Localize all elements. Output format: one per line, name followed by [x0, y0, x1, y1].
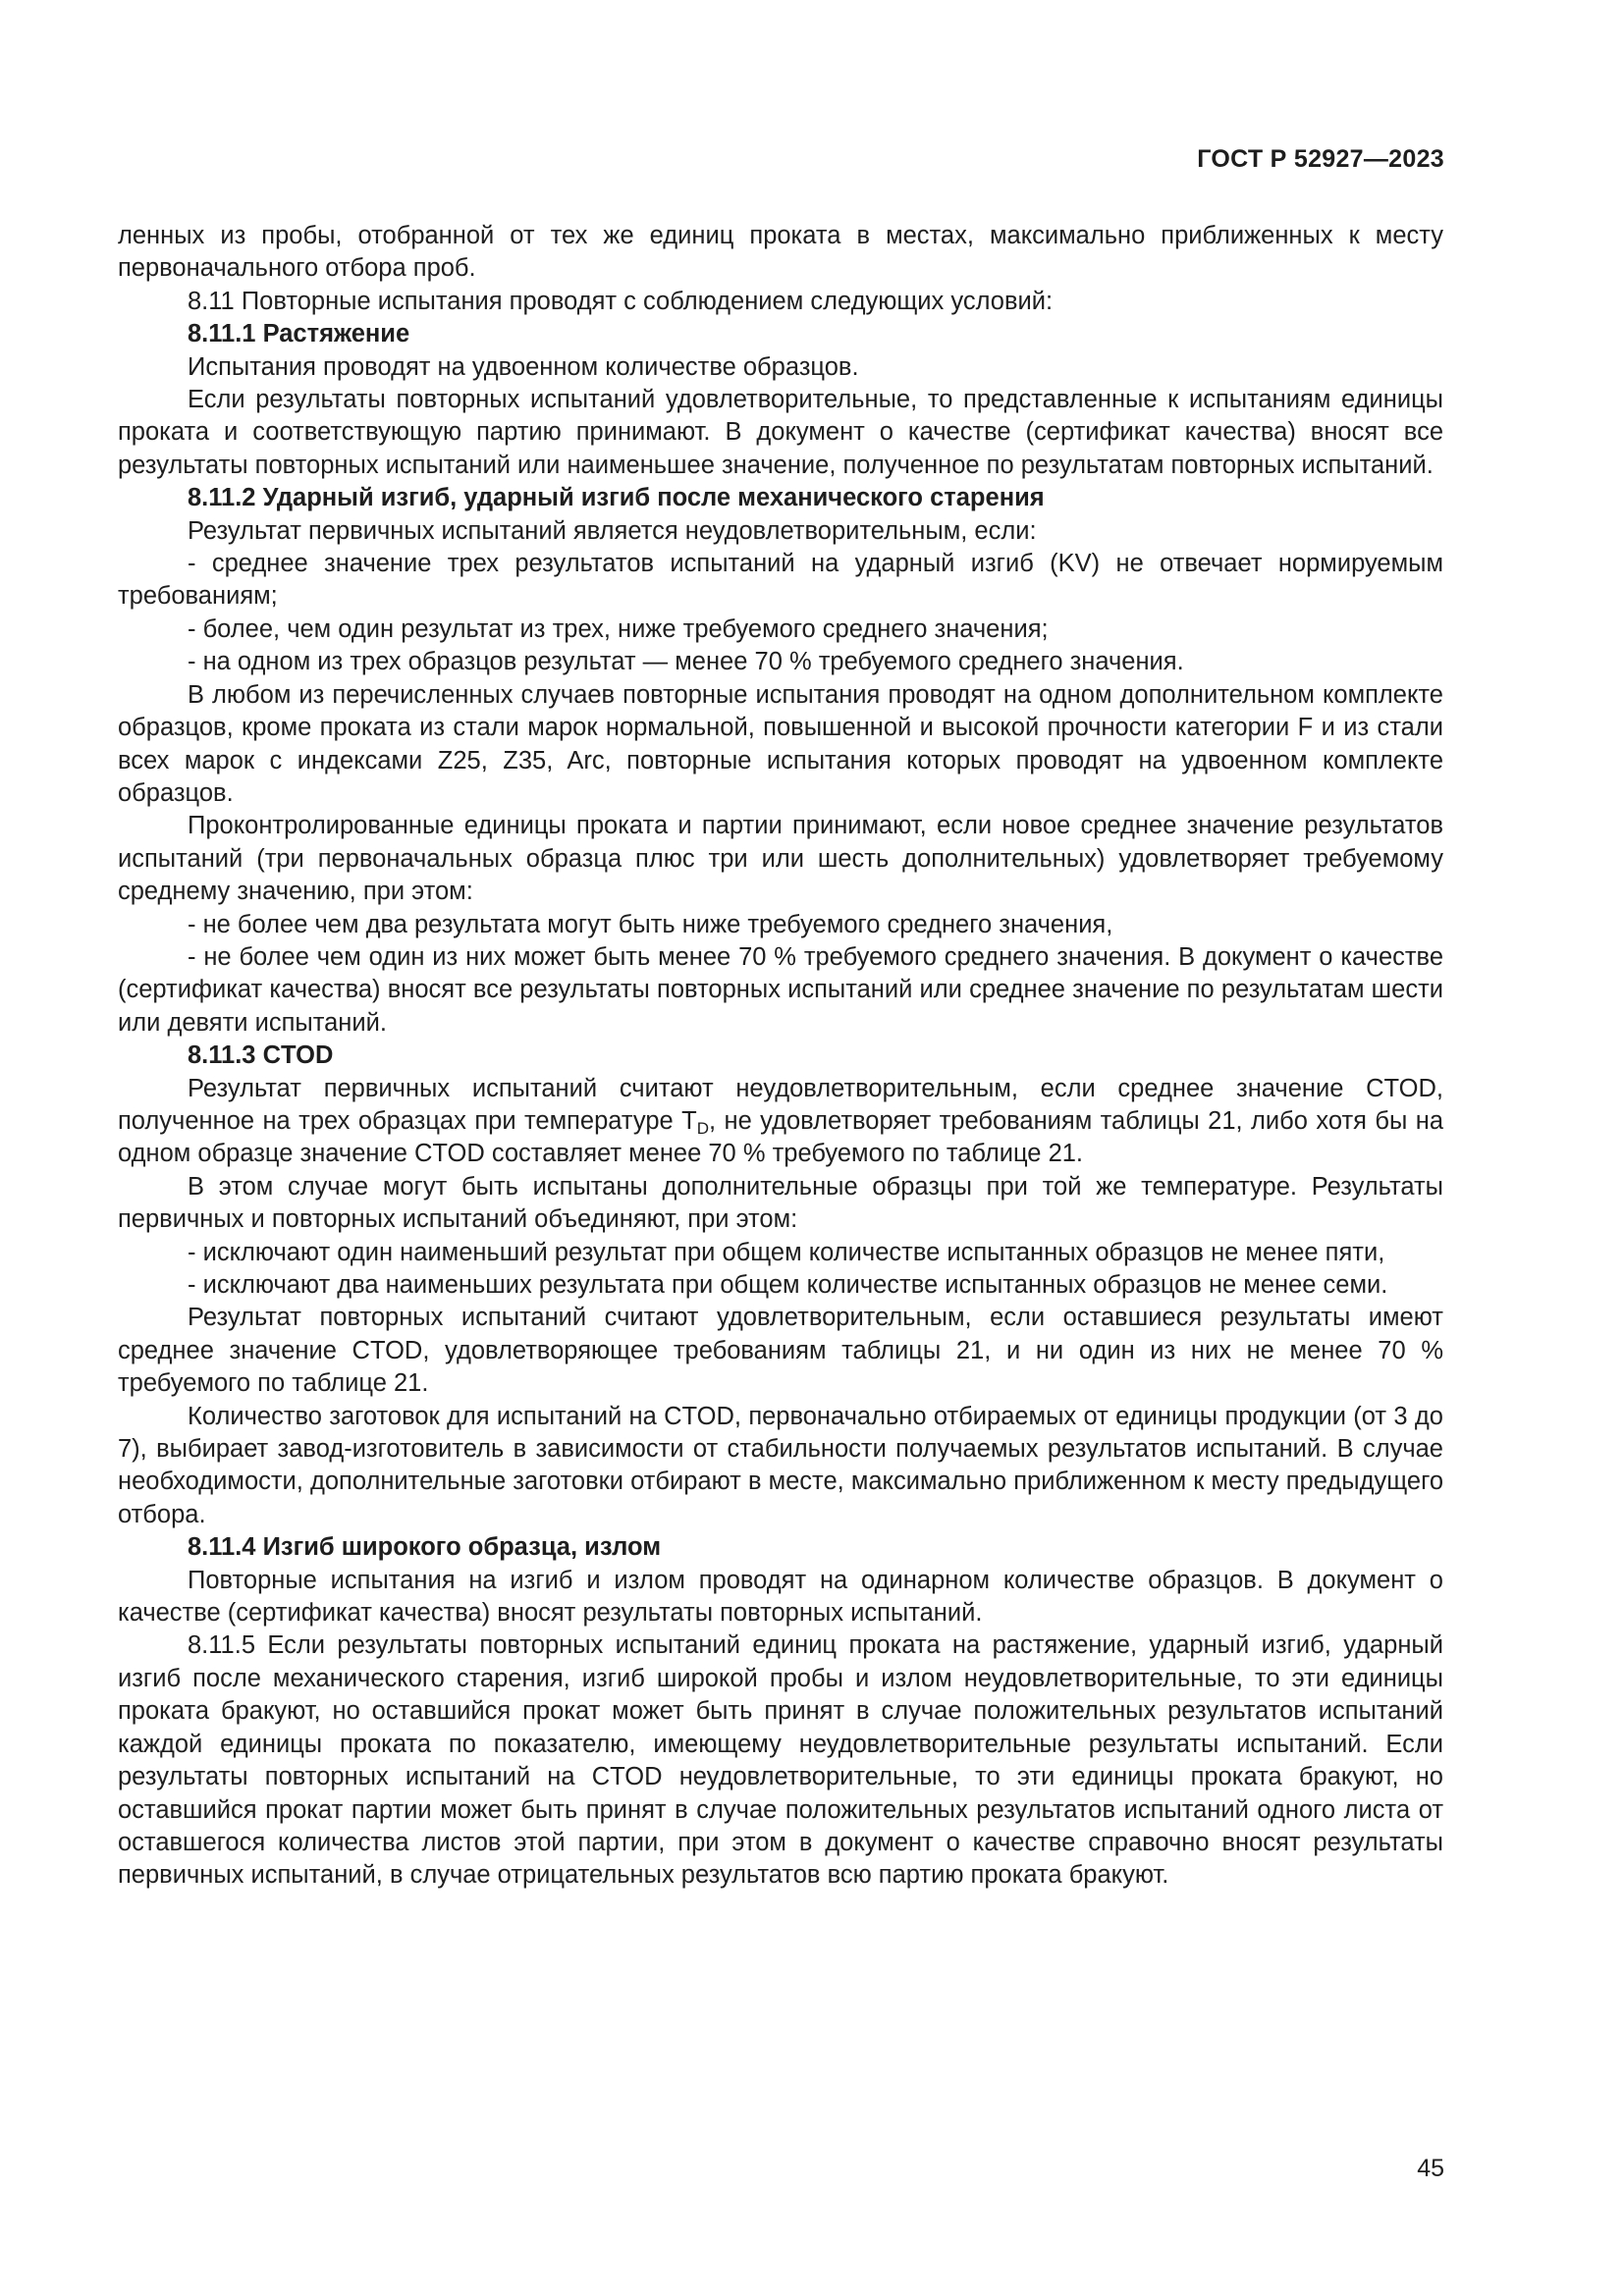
paragraph: В этом случае могут быть испытаны дополнительные образцы при той же температуре. Результаты первичных и повторных испытаний объединяют, при этом:: [118, 1172, 1443, 1234]
section-heading: 8.11.2 Ударный изгиб, ударный изгиб после механического старения: [188, 484, 1045, 512]
paragraph: 8.11 Повторные испытания проводят с соблюдением следующих условий:: [188, 287, 1054, 315]
list-item: - исключают два наименьших результата при общем количестве испытанных образцов не менее семи.: [188, 1271, 1388, 1299]
section-heading: 8.11.1 Растяжение: [188, 320, 410, 348]
list-item: - более, чем один результат из трех, ниже требуемого среднего значения;: [188, 614, 1049, 643]
list-item: - среднее значение трех результатов испытаний на ударный изгиб (KV) не отвечает нормируемым требованиям;: [118, 550, 1443, 611]
list-item: - не более чем два результата могут быть ниже требуемого среднего значения,: [188, 910, 1113, 938]
paragraph: [118, 1073, 1443, 1171]
paragraph: 8.11.5 Если результаты повторных испытаний единиц проката на растяжение, ударный изгиб, ударный изгиб после механического старения, изгиб широкой пробы и излом неудовлетворительные, то эти единицы проката бракуют, но оставшийся прокат может быть принят в случае положительных результатов испытаний каждой единицы проката по показателю, имеющему неудовлетворительные результаты испытаний. Если результаты повторных испытаний на CTOD неудовлетворительные, то эти единицы проката бракуют, но оставшийся прокат партии может быть принят в случае положительных результатов испытаний одного листа от оставшегося количества листов этой партии, при этом в документ о качестве справочно вносят результаты первичных испытаний, в случае отрицательных результатов всю партию проката бракуют.: [118, 1631, 1443, 1890]
paragraph: Повторные испытания на изгиб и излом проводят на одинарном количестве образцов. В документ о качестве (сертификат качества) вносят результаты повторных испытаний.: [118, 1566, 1443, 1628]
paragraph: Проконтролированные единицы проката и партии принимают, если новое среднее значение результатов испытаний (три первоначальных образца плюс три или шесть дополнительных) удовлетворяет требуемому среднему значению, при этом:: [118, 812, 1443, 906]
document-body: [118, 220, 1443, 1893]
section-heading: 8.11.4 Изгиб широкого образца, излом: [188, 1533, 662, 1562]
paragraph: В любом из перечисленных случаев повторные испытания проводят на одном дополнительном комплекте образцов, кроме проката из стали марок нормальной, повышенной и высокой прочности категории F и из стали всех марок с индексами Z25, Z35, Arc, повторные испытания которых проводят на удвоенном комплекте образцов.: [118, 680, 1443, 807]
list-item: - исключают один наименьший результат при общем количестве испытанных образцов не менее пяти,: [188, 1238, 1385, 1266]
paragraph: Результат повторных испытаний считают удовлетворительным, если оставшиеся результаты имеют среднее значение CTOD, удовлетворяющее требованиям таблицы 21, и ни один из них не менее 70 % требуемого по таблице 21.: [118, 1304, 1443, 1398]
paragraph: Результат первичных испытаний является неудовлетворительным, если:: [188, 516, 1037, 545]
paragraph: ленных из пробы, отобранной от тех же единиц проката в местах, максимально приближенных к месту первоначального отбора проб.: [118, 222, 1443, 283]
paragraph-text: Результат первичных испытаний считают неудовлетворительным, если среднее значение CTOD, полученное на трех образцах при температуре T: [118, 1074, 1443, 1135]
subscript: D: [696, 1118, 709, 1138]
paragraph: Если результаты повторных испытаний удовлетворительные, то представленные к испытаниям единицы проката и соответствующую партию принимают. В документ о качестве (сертификат качества) вносят все результаты повторных испытаний или наименьшее значение, полученное по результатам повторных испытаний.: [118, 386, 1443, 479]
paragraph-text: , не удовлетворяет требованиям таблицы 21, либо хотя бы на одном образце значение CTOD составляет менее 70 % требуемого по таблице 21.: [118, 1106, 1443, 1168]
page-number: 45: [1417, 2155, 1444, 2182]
list-item: - не более чем один из них может быть менее 70 % требуемого среднего значения. В документ о качестве (сертификат качества) вносят все результаты повторных испытаний или среднее значение по результатам шести или девяти испытаний.: [118, 942, 1443, 1037]
section-heading: 8.11.3 CTOD: [188, 1041, 334, 1070]
paragraph: Количество заготовок для испытаний на CTOD, первоначально отбираемых от единицы продукции (от 3 до 7), выбирает завод-изготовитель в зависимости от стабильности получаемых результатов испытаний. В случае необходимости, дополнительные заготовки отбирают в месте, максимально приближенном к месту предыдущего отбора.: [118, 1402, 1443, 1528]
list-item: - на одном из трех образцов результат — менее 70 % требуемого среднего значения.: [188, 648, 1184, 676]
paragraph: Испытания проводят на удвоенном количестве образцов.: [188, 352, 859, 381]
document-header: ГОСТ Р 52927—2023: [1197, 145, 1444, 173]
